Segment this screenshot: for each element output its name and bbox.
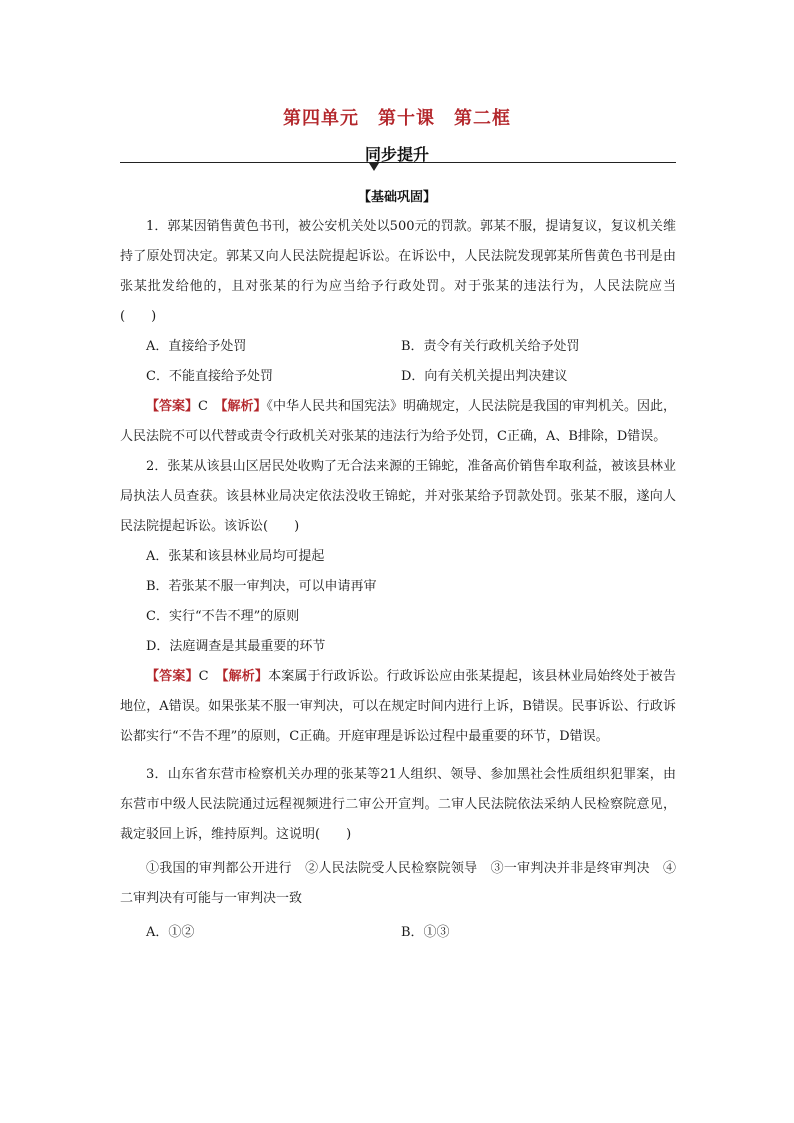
answer-block [120, 662, 676, 752]
analysis-text: 本案属于行政诉讼。行政诉讼应由张某提起，该县林业局始终处于被告地位，A错误。如果张某不服一审判决，可以在规定时间内进行上诉，B错误。民事诉讼、行政诉讼都实行“不告不理”的原则，C正确。开庭审理是诉讼过程中最重要的环节，D错误。 [120, 669, 676, 744]
option-a: A．张某和该县林业局均可提起 [146, 549, 325, 564]
option-b: B．①③ [401, 925, 450, 940]
analysis-label: 【解析】 [220, 399, 267, 414]
option-b: B．若张某不服一审判决，可以申请再审 [146, 579, 377, 594]
option-d: D．向有关机关提出判决建议 [401, 369, 568, 384]
option-c: C．实行“不告不理”的原则 [146, 609, 300, 624]
question-statements: ①我国的审判都公开进行 ②人民法院受人民检察院领导 ③一审判决并非是终审判决 ④二审判决有可能与一审判决一致 [120, 861, 676, 906]
answer-label: 【答案】 [146, 399, 199, 414]
analysis-label: 【解析】 [221, 669, 269, 684]
option-row [120, 918, 676, 948]
title-divider [120, 162, 676, 163]
option-row [120, 332, 676, 362]
page-subtitle: 同步提升 [364, 145, 429, 164]
option-a: A．①② [146, 925, 195, 940]
analysis-text: 《中华人民共和国宪法》明确规定，人民法院是我国的审判机关。因此，人民法院不可以代替或责令行政机关对张某的违法行为给予处罚，C正确，A、B排除，D错误。 [120, 399, 677, 444]
answer-block [120, 392, 676, 452]
question-3 [120, 760, 676, 948]
option-b: B．责令有关行政机关给予处罚 [401, 339, 580, 354]
question-stem: 3．山东省东营市检察机关办理的张某等21人组织、领导、参加黑社会性质组织犯罪案，由东营市中级人民法院通过远程视频进行二审公开宣判。二审人民法院依法采纳人民检察院意见，裁定驳回上诉，维持原判。这说明( ) [120, 767, 676, 842]
question-stem: 2．张某从该县山区居民处收购了无合法来源的王锦蛇，准备高价销售牟取利益，被该县林业局执法人员查获。该县林业局决定依法没收王锦蛇，并对张某给予罚款处罚。张某不服，遂向人民法院提起诉讼。该诉讼( ) [120, 459, 676, 534]
section-heading: 【基础巩固】 [357, 190, 436, 205]
question-1 [120, 212, 676, 452]
option-d: D．法庭调查是其最重要的环节 [146, 639, 326, 654]
answer-value: C [198, 399, 208, 414]
page-title: 第四单元 第十课 第二框 [283, 108, 511, 129]
option-row [120, 362, 676, 392]
answer-value: C [198, 669, 209, 684]
option-c: C．不能直接给予处罚 [146, 369, 273, 384]
answer-label: 【答案】 [146, 669, 199, 684]
question-stem: 1．郭某因销售黄色书刊，被公安机关处以500元的罚款。郭某不服，提请复议，复议机关维持了原处罚决定。郭某又向人民法院提起诉讼。在诉讼中，人民法院发现郭某所售黄色书刊是由张某批发给他的，且对张某的行为应当给予行政处罚。对于张某的违法行为，人民法院应当( ) [120, 219, 676, 324]
option-a: A．直接给予处罚 [146, 339, 247, 354]
question-list [120, 212, 676, 948]
question-2 [120, 452, 676, 752]
triangle-down-icon [369, 163, 379, 171]
